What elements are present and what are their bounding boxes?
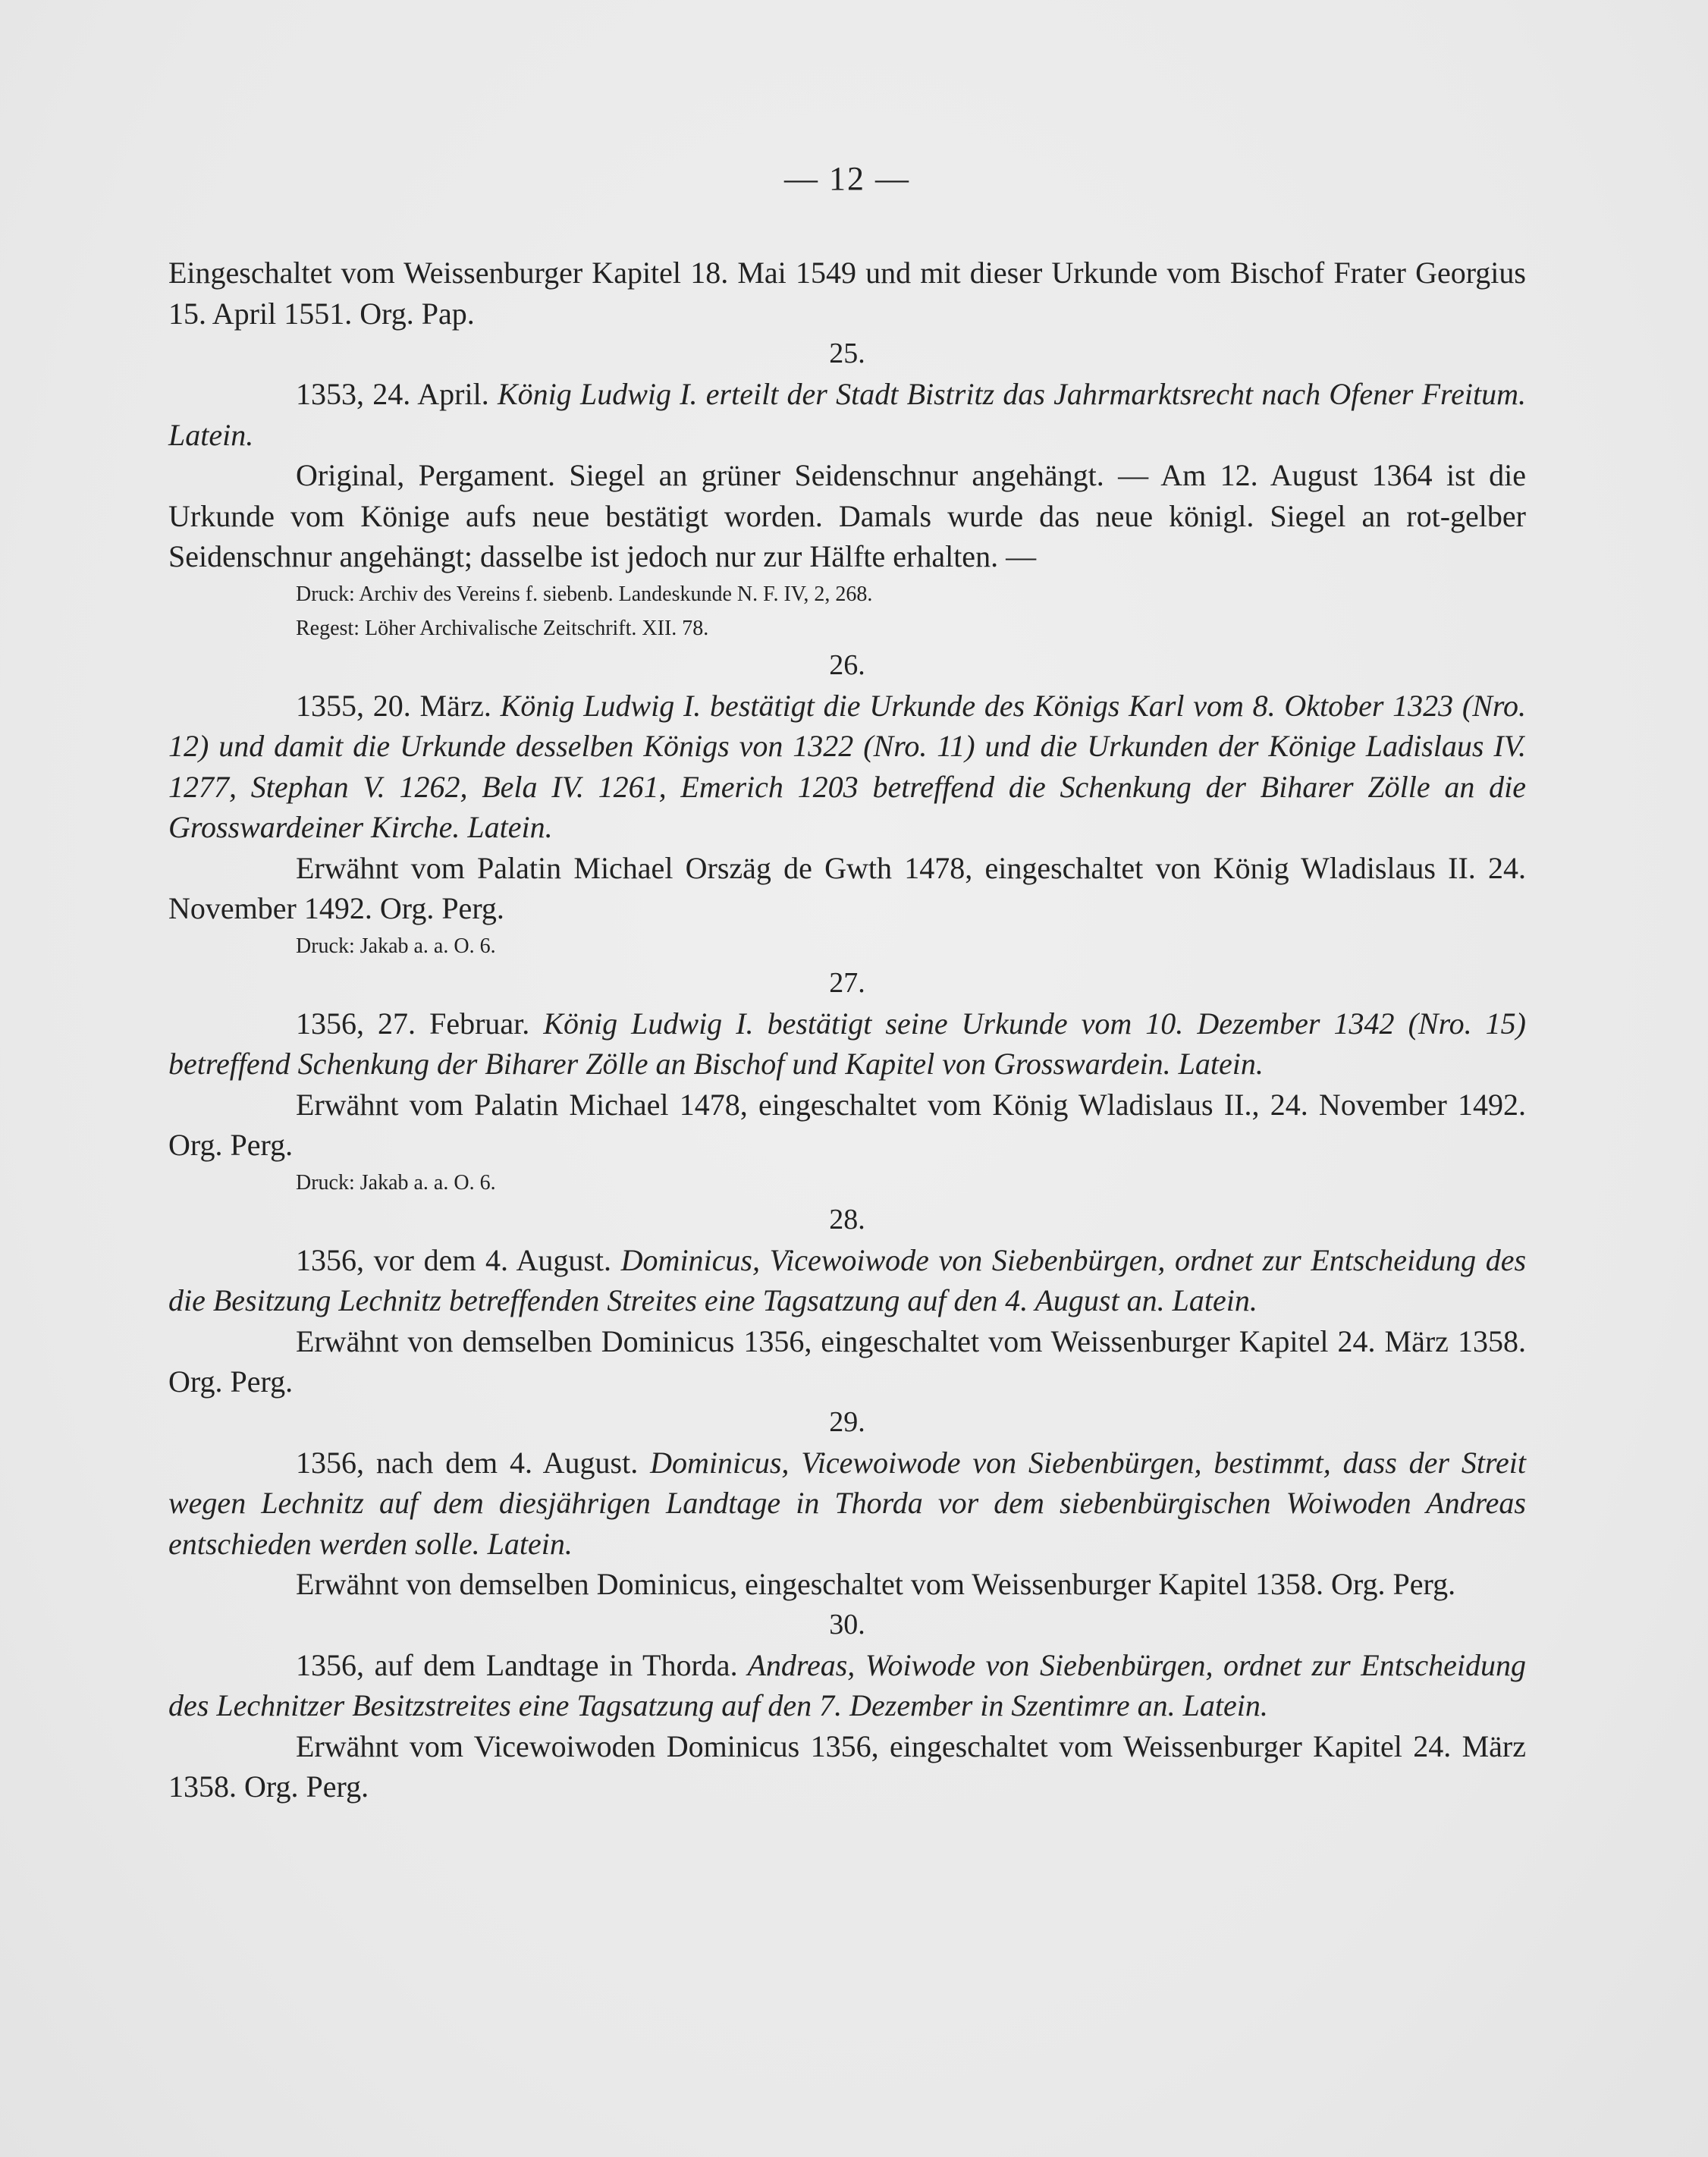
entry-summary: Dominicus, Vicewoiwode von Siebenbürgen, ordnet zur Entscheidung des die Besitzung Lechnitz betreffenden Streites eine Tagsatzung auf den 4. August an. Latein. [168,1242,1527,1317]
entry-note: Regest: Löher Archivalische Zeitschrift. XII. 78. [296,616,709,640]
entry-heading [168,1443,1526,1565]
entry-date: 1356, auf dem Landtage in Thorda. [296,1647,738,1682]
entry-note: Druck: Jakab a. a. O. 6. [296,934,496,958]
entry-number: 30. [829,1608,865,1641]
entry-summary: König Ludwig I. bestätigt seine Urkunde vom 10. Dezember 1342 (Nro. 15) betreffend Schenkung der Biharer Zölle an Bischof und Kapitel von Grosswardein. Latein. [168,1006,1527,1081]
entry-date: 1356, vor dem 4. August. [296,1242,612,1277]
entry-heading [168,1003,1526,1085]
entry-date: 1356, nach dem 4. August. [296,1445,639,1480]
entry-note: Druck: Jakab a. a. O. 6. [296,1170,496,1195]
entry-number: 29. [829,1405,865,1438]
entry-summary: König Ludwig I. erteilt der Stadt Bistritz das Jahrmarktsrecht nach Ofener Freitum. Latein. [168,377,1527,452]
entry-note: Druck: Archiv des Vereins f. siebenb. Landeskunde N. F. IV, 2, 268. [296,582,873,606]
entry-number: 26. [829,648,865,681]
entry-body: Erwähnt von demselben Dominicus 1356, eingeschaltet vom Weissenburger Kapitel 24. März 1358. Org. Perg. [168,1323,1526,1399]
text-block [168,159,1526,1807]
entry-number: 27. [829,966,865,999]
entry-number: 28. [829,1203,865,1235]
entry-date: 1355, 20. März. [296,688,491,723]
entry-heading [168,686,1526,848]
entry-summary: Dominicus, Vicewoiwode von Siebenbürgen, bestimmt, dass der Streit wegen Lechnitz auf dem diesjährigen Landtage in Thorda vor dem siebenbürgischen Woiwoden Andreas entschieden werden solle. Latein. [168,1445,1527,1561]
entry-body: Original, Pergament. Siegel an grüner Seidenschnur angehängt. — Am 12. August 1364 ist die Urkunde vom Könige aufs neue bestätigt worden. Damals wurde das neue königl. Siegel an rot-gelber Seidenschnur angehängt; dasselbe ist jedoch nur zur Hälfte erhalten. — [168,458,1526,573]
entry-heading [168,1240,1526,1321]
entry-date: 1353, 24. April. [296,377,489,411]
entry-body: Erwähnt vom Vicewoiwoden Dominicus 1356, eingeschaltet vom Weissenburger Kapitel 24. März 1358. Org. Perg. [168,1728,1526,1804]
entry-heading [168,374,1526,455]
entry-date: 1356, 27. Februar. [296,1006,530,1041]
entry-heading [168,1645,1526,1726]
page-number: — 12 — [784,160,910,197]
entry-body: Erwähnt vom Palatin Michael 1478, eingeschaltet vom König Wladislaus II., 24. November 1492. Org. Perg. [168,1087,1526,1162]
entry-summary: König Ludwig I. bestätigt die Urkunde des Königs Karl vom 8. Oktober 1323 (Nro. 12) und damit die Urkunde desselben Königs von 1322 (Nro. 11) und die Urkunden der Könige Ladislaus IV. 1277, Stephan V. 1262, Bela IV. 1261, Emerich 1203 betreffend die Schenkung der Biharer Zölle an die Grosswardeiner Kirche. Latein. [168,688,1526,844]
entry-number: 25. [829,338,865,369]
entry-body: Erwähnt von demselben Dominicus, eingeschaltet vom Weissenburger Kapitel 1358. Org. Perg. [296,1567,1456,1601]
entry-body: Erwähnt vom Palatin Michael Orszäg de Gwth 1478, eingeschaltet von König Wladislaus II. 24. November 1492. Org. Perg. [168,850,1526,925]
intro-paragraph: Eingeschaltet vom Weissenburger Kapitel 18. Mai 1549 und mit dieser Urkunde vom Bischof Frater Georgius 15. April 1551. Org. Pap. [168,256,1526,331]
entry-summary: Andreas, Woiwode von Siebenbürgen, ordnet zur Entscheidung des Lechnitzer Besitzstreites eine Tagsatzung auf den 7. Dezember in Szentimre an. Latein. [168,1647,1527,1722]
